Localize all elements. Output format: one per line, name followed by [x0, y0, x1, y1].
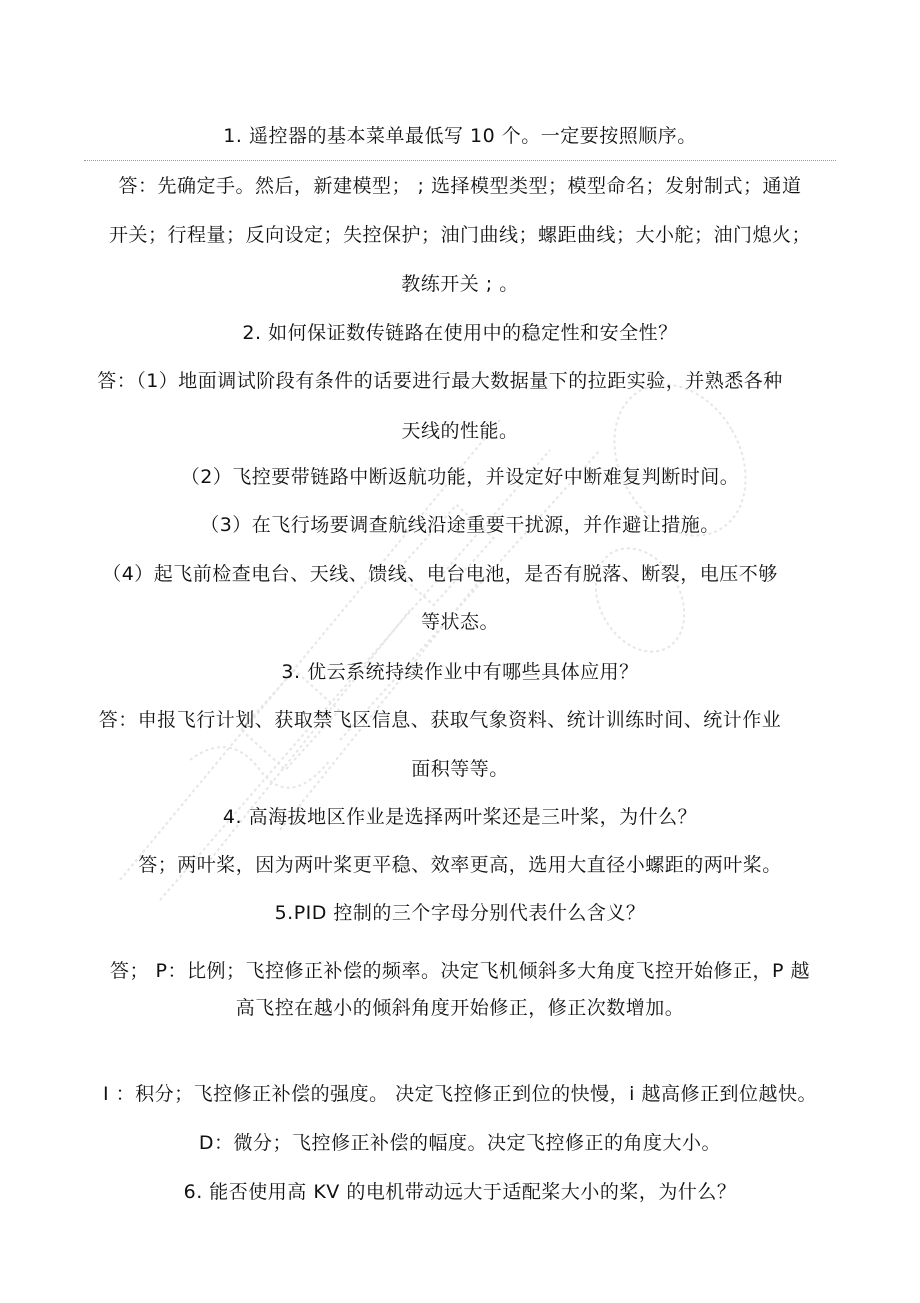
answer-1-line-3: 教练开关 ; 。 — [401, 273, 519, 295]
answer-3-line-1: 答：申报飞行计划、获取禁飞区信息、获取气象资料、统计训练时间、统计作业 — [98, 709, 782, 731]
answer-2-item-4-cont: 等状态。 — [420, 611, 499, 633]
answer-2-item-3: （3）在飞行场要调查航线沿途重要干扰源，并作避让措施。 — [200, 514, 720, 536]
question-1: 1. 遥控器的基本菜单最低写 10 个。一定要按照顺序。 — [223, 125, 697, 147]
answer-5-d: D：微分；飞控修正补偿的幅度。决定飞控修正的角度大小。 — [198, 1132, 722, 1154]
question-4: 4. 高海拔地区作业是选择两叶桨还是三叶桨，为什么？ — [222, 806, 698, 828]
answer-4: 答；两叶桨，因为两叶桨更平稳、效率更高，选用大直径小螺距的两叶桨。 — [138, 854, 782, 876]
answer-1-line-1: 答：先确定手。然后，新建模型； ; 选择模型类型；模型命名；发射制式；通道 — [118, 175, 802, 197]
question-2: 2. 如何保证数传链路在使用中的稳定性和安全性？ — [242, 322, 678, 344]
question-3: 3. 优云系统持续作业中有哪些具体应用？ — [281, 661, 639, 683]
answer-2-item-2: （2）飞控要带链路中断返航功能，并设定好中断难复判断时间。 — [180, 466, 740, 488]
question-5: 5.PID 控制的三个字母分别代表什么含义？ — [274, 902, 646, 924]
header-divider — [84, 160, 836, 161]
answer-1-line-2: 开关；行程量；反向设定；失控保护；油门曲线；螺距曲线；大小舵；油门熄火； — [108, 224, 811, 246]
answer-5-p-line-2: 高飞控在越小的倾斜角度开始修正，修正次数增加。 — [235, 997, 685, 1019]
answer-5-p-line-1: 答； P：比例；飞控修正补偿的频率。决定飞机倾斜多大角度飞控开始修正，P 越 — [110, 960, 810, 982]
watermark-stamp — [80, 360, 800, 920]
question-6: 6. 能否使用高 KV 的电机带动远大于适配桨大小的桨，为什么？ — [183, 1181, 737, 1203]
answer-2-item-1-cont: 天线的性能。 — [401, 420, 519, 442]
answer-2-item-1: 答：（1）地面调试阶段有条件的话要进行最大数据量下的拉距实验，并熟悉各种 — [97, 370, 783, 392]
answer-3-line-2: 面积等等。 — [411, 758, 509, 780]
answer-5-i: I ：积分；飞控修正补偿的强度。 决定飞控修正到位的快慢，i 越高修正到位越快。 — [102, 1083, 817, 1105]
answer-2-item-4: （4）起飞前检查电台、天线、馈线、电台电池，是否有脱落、断裂，电压不够 — [102, 563, 778, 585]
